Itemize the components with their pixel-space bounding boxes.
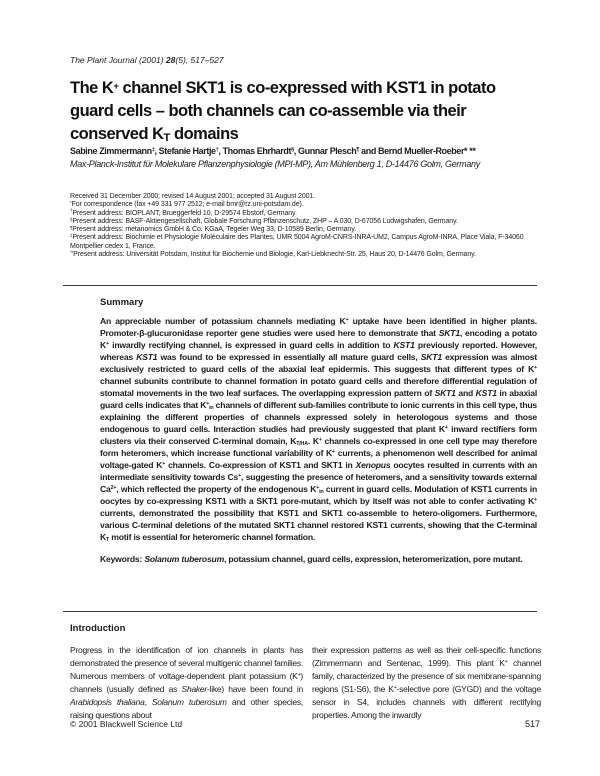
article-title-line-3: conserved $K_T$ domains	[70, 125, 239, 145]
introduction-heading: Introduction	[70, 623, 126, 634]
summary-section	[100, 297, 537, 608]
footnote-present-address-1: †Present address: BIOPLANT, Brueggerfeld 10, D-29574 Ebstorf, Germany.	[70, 208, 297, 217]
received-dates: Received 31 December 2000; revised 14 August 2001; accepted 31 August 2001.	[70, 193, 316, 200]
article-title	[70, 77, 496, 146]
divider-top	[63, 285, 537, 286]
intro-column-left: Progress in the identification of ion channels in plants has demonstrated the presence of several multigenic channel families. Numerous members of voltage-dependent plant potassium (K+) channels (usually defined as Shaker-like) have been found in Arabidopsis thaliana, Solanum tuberosum and other species, raising questions about	[70, 645, 303, 720]
page-number: 517	[525, 719, 541, 729]
footnote-present-address-3: ¶Present address: metanomics GmbH & Co. KGaA, Tegeler Weg 33, D-10589 Berlin, Germany.	[70, 225, 356, 234]
keywords-line: Keywords: Solanum tuberosum, potassium channel, guard cells, expression, heteromerization, pore mutant.	[100, 554, 523, 564]
summary-heading: Summary	[100, 297, 144, 308]
intro-column-right: their expression patterns as well as their cell-specific functions (Zimmermann and Sentenac, 1999). This plant K+ channel family, characterized by the presence of six membrane-spanning regions (S1-S6), the K+-selective pore (GYGD) and the voltage sensor in S4, includes channels with different rectifying properties. Among the inwardly	[312, 645, 541, 720]
affiliation-line: Max-Planck-Institut für Molekulare Pflanzenphysiologie (MPI-MP), Am Mühlenberg 1, D-14476 Golm, Germany	[70, 159, 480, 169]
journal-header: The Plant Journal (2001) 28(5), 517–527	[70, 55, 224, 65]
divider-bottom	[63, 611, 537, 612]
footnote-correspondence: *For correspondence (fax +49 331 977 2512; e-mail bmr@rz.uni-potsdam.de).	[70, 200, 304, 209]
summary-paragraph: An appreciable number of potassium channels mediating K+ uptake have been identified in higher plants. Promoter-β-glucuronidase reporter gene studies were used here to demonstrate that SKT1, encoding a potato K+ inwardly rectifying channel, is expressed in guard cells in addition to KST1 previously reported. However, whereas KST1 was found to be expressed in essentially all mature guard cells, SKT1 expression was almost exclusively restricted to guard cells of the abaxial leaf epidermis. This suggests that different types of K+ channel subunits contribute to channel formation in potato guard cells and therefore differential regulation of stomatal movements in the two leaf surfaces. The overlapping expression pattern of SKT1 and KST1 in abaxial guard cells indicates that $K^+_{in}$ channels of different sub-families contribute to ionic currents in this cell type, thus explaining the different properties of channels expressed solely in heterologous systems and those endogenous to guard cells. Interaction studies had previously suggested that plant K+ inward rectifiers form clusters via their conserved C-terminal domain, $K_{T/HA}$. K+ channels co-expressed in one cell type may therefore form heteromers, which increase functional variability of K+ currents, a phenomenon well described for animal voltage-gated K+ channels. Co-expression of KST1 and SKT1 in Xenopus oocytes resulted in currents with an intermediate sensitivity towards Cs+, suggesting the presence of heteromers, and a sensitivity towards external $Ca^{2+}$, which reflected the property of the endogenous $K^+_{in}$ current in guard cells. Modulation of KST1 currents in oocytes by co-expressing KST1 with a SKT1 pore-mutant, which by itself was not able to confer activating K+ currents, demonstrated the possibility that KST1 and SKT1 co-assemble to hetero-oligomers. Furthermore, various C-terminal deletions of the mutated SKT1 channel restored KST1 currents, showing that the C-terminal $K_T$ motif is essential for heteromeric channel formation.	[100, 316, 537, 544]
footnote-present-address-4: ‡Present address: Biochimie et Physiologie Moléculaire des Plantes, UMR 5004 AgroM-CNRS-INRA-UM2, Campus AgroM-INRA, Place Viala, F-34060 Montpellier cedex 1, France.	[70, 233, 524, 250]
footnote-present-address-5: **Present address: Universität Potsdam, Institut für Biochemie und Biologie, Karl-Liebknecht-Str. 25, Haus 20, D-14476 Golm, Germany.	[70, 249, 476, 259]
copyright-notice: © 2001 Blackwell Science Ltd	[70, 719, 183, 729]
footnotes-block	[70, 193, 542, 259]
article-title-line-1: The K+ channel SKT1 is co-expressed with KST1 in potato	[70, 79, 496, 97]
author-line: Sabine Zimmermann‡, Stefanie Hartje†, Thomas Ehrhardt§, Gunnar Plesch¶ and Bernd Mueller-Roeber* **	[70, 146, 476, 156]
footnote-present-address-2: §Present address: BASF-Aktiengesellschaft, Globale Forschung Pflanzenschutz, ZHP – A 030, D-67056 Ludwigshafen, Germany.	[70, 216, 458, 225]
article-title-line-2: guard cells – both channels can co-assemble via their	[70, 102, 467, 120]
